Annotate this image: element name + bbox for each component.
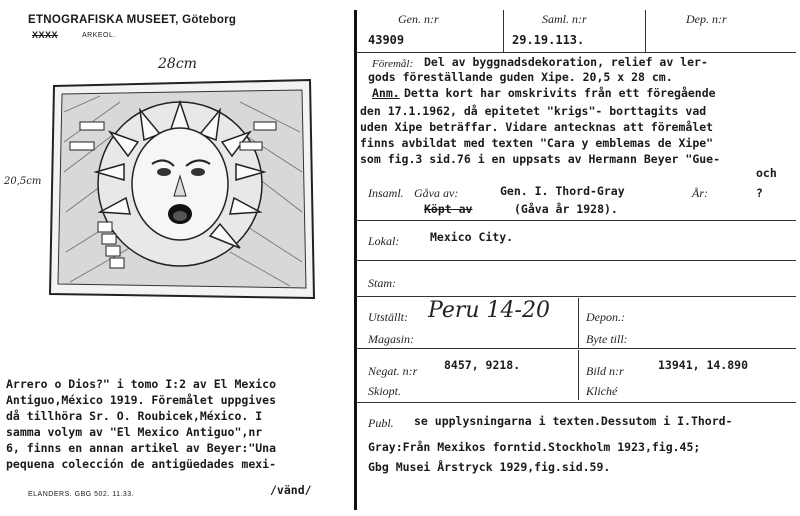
- utstallt-divider: [578, 298, 579, 348]
- byte-label: Byte till:: [586, 332, 628, 346]
- skiopt-label: Skiopt.: [368, 384, 401, 398]
- publ-first-line: se upplysningarna i texten.Dessutom i I.Thord-: [414, 414, 733, 428]
- bild-label: Bild n:r: [586, 364, 624, 378]
- insaml-label: Insaml.: [368, 186, 404, 200]
- anm-och: och: [756, 166, 777, 180]
- insaml-rule: [356, 220, 796, 221]
- dep-nr-label: Dep. n:r: [686, 12, 727, 26]
- height-measurement: 20,5cm: [4, 176, 42, 187]
- stam-rule: [356, 296, 796, 297]
- saml-nr-value: 29.19.113.: [512, 33, 585, 47]
- publ-line-3: Gbg Musei Årstryck 1929,fig.sid.59.: [368, 460, 611, 474]
- publ-label: Publ.: [368, 416, 394, 430]
- anm-line-2: den 17.1.1962, då epitetet "krigs"- borttagits vad: [360, 104, 707, 118]
- gava-label: Gåva av:: [414, 186, 459, 200]
- saml-nr-label: Saml. n:r: [542, 12, 587, 26]
- utstallt-label: Utställt:: [368, 310, 409, 324]
- header-rule: [356, 52, 796, 53]
- bild-value: 13941, 14.890: [658, 358, 749, 372]
- publ-line-2: Gray:Från Mexikos forntid.Stockholm 1923,fig.45;: [368, 440, 701, 454]
- depon-label: Depon.:: [586, 310, 625, 324]
- foremal-label: Föremål:: [372, 58, 414, 70]
- foremal-line-2: gods föreställande guden Xipe. 20,5 x 28 cm.: [368, 70, 673, 84]
- lokal-label: Lokal:: [368, 234, 400, 248]
- lokal-value: Mexico City.: [430, 230, 514, 244]
- utstallt-value: Peru 14-20: [428, 298, 550, 323]
- lokal-rule: [356, 260, 796, 261]
- header-divider-2: [645, 10, 646, 52]
- left-text-line-1: Arrero o Dios?" i tomo I:2 av El Mexico: [6, 377, 277, 391]
- magasin-rule: [356, 348, 796, 349]
- anm-line-5: som fig.3 sid.76 i en uppsats av Hermann Beyer "Gue-: [360, 152, 721, 166]
- museum-header: ETNOGRAFISKA MUSEET, Göteborg: [28, 14, 237, 26]
- left-text-line-3: då tillhöra Sr. O. Roubicek,México. I: [6, 409, 263, 423]
- relief-drawing: [40, 72, 320, 312]
- anm-first-line: Detta kort har omskrivits från ett föregående: [404, 86, 716, 100]
- kliche-label: Kliché: [586, 384, 618, 398]
- anm-label: Anm.: [372, 86, 400, 100]
- left-text-line-4: samma volym av "El Mexico Antiguo",nr: [6, 425, 263, 439]
- gen-nr-value: 43909: [368, 33, 405, 47]
- ar-label: År:: [692, 186, 708, 200]
- negat-divider: [578, 350, 579, 400]
- gava-value: Gen. I. Thord-Gray: [500, 184, 625, 198]
- anm-line-3: uden Xipe beträffar. Vidare antecknas att föremålet: [360, 120, 714, 134]
- anm-line-4: finns avbildat med texten "Cara y emblemas de Xipe": [360, 136, 714, 150]
- crossed-department: XXXX: [32, 30, 59, 40]
- gava-year: (Gåva år 1928).: [514, 202, 618, 216]
- left-text-line-2: Antiguo,México 1919. Föremålet uppgives: [6, 393, 277, 407]
- gen-nr-label: Gen. n:r: [398, 12, 439, 26]
- arkeol-label: ARKEOL.: [82, 32, 116, 39]
- header-divider-1: [503, 10, 504, 52]
- magasin-label: Magasin:: [368, 332, 414, 346]
- negat-label: Negat. n:r: [368, 364, 418, 378]
- ar-value: ?: [756, 186, 763, 200]
- printer-mark: ELANDERS. GBG 502. 11.33.: [28, 491, 135, 498]
- left-text-line-5: 6, finns en annan artikel av Beyer:"Una: [6, 441, 277, 455]
- left-text-line-6: pequena colección de antigüedades mexi-: [6, 457, 277, 471]
- foremal-line-1: Del av byggnadsdekoration, relief av ler-: [424, 55, 708, 69]
- skiopt-rule: [356, 402, 796, 403]
- negat-value: 8457, 9218.: [444, 358, 521, 372]
- vand-note: /vänd/: [270, 483, 312, 497]
- width-measurement: 28cm: [158, 56, 197, 72]
- kop-crossed: Köpt av: [424, 202, 473, 216]
- stam-label: Stam:: [368, 276, 396, 290]
